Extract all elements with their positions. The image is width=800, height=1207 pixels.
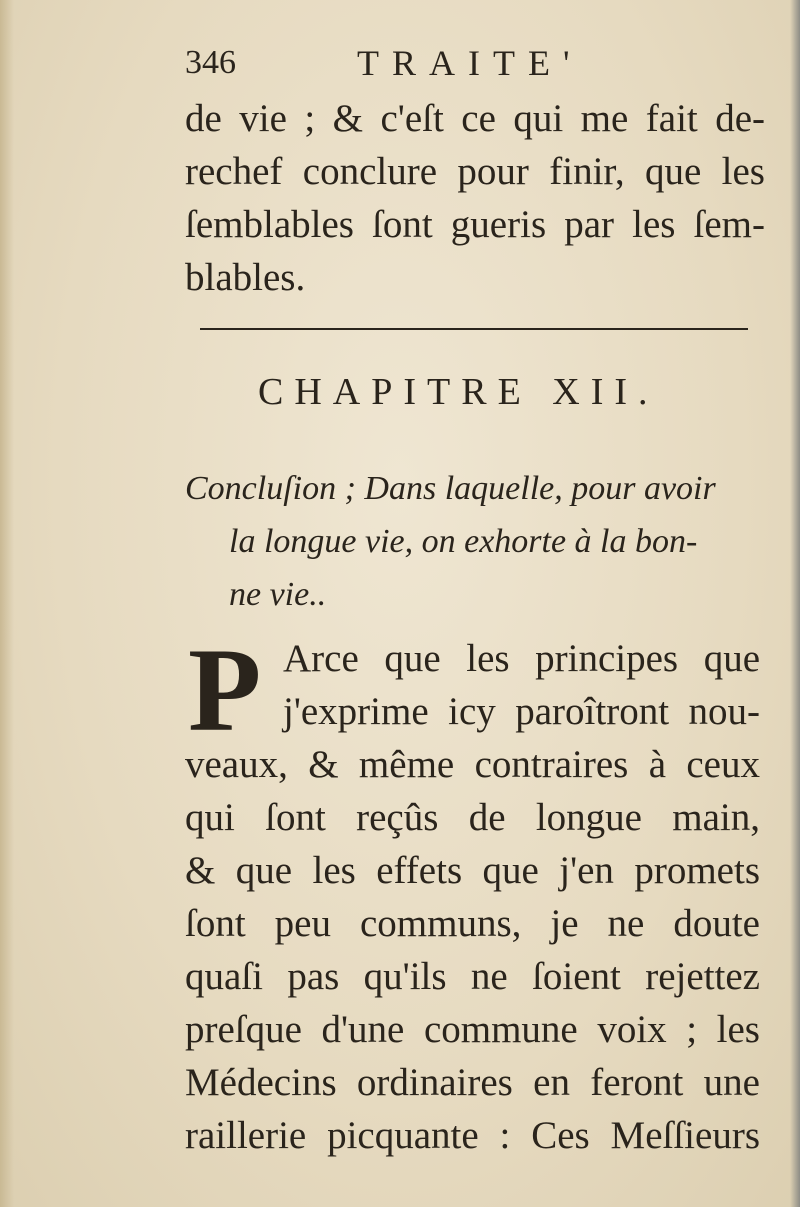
section-rule: [200, 328, 748, 330]
text-line: qui ſont reçûs de longue main,: [185, 796, 760, 839]
page-edge-left: [0, 0, 14, 1207]
text-line: preſque d'une commune voix ; les: [185, 1008, 760, 1051]
page-edge-right: [790, 0, 800, 1207]
text-line: rechef conclure pour finir, que les: [185, 150, 765, 193]
body-paragraph: [185, 623, 760, 1162]
carryover-paragraph: [185, 92, 765, 304]
page-header: [185, 38, 760, 88]
text-line: Médecins ordinaires en feront une: [185, 1061, 760, 1104]
text-line: Arce que les principes que: [283, 637, 760, 680]
text-line: & que les effets que j'en promets: [185, 849, 760, 892]
text-line: ſont peu communs, je ne doute: [185, 902, 760, 945]
text-line: ſemblables ſont gueris par les ſem-: [185, 203, 765, 246]
drop-cap: P: [188, 623, 262, 756]
running-title: TRAITE': [357, 43, 583, 83]
summary-line: Concluſion ; Dans laquelle, pour avoir: [185, 470, 716, 507]
summary-line: la longue vie, on exhorte à la bon-: [229, 523, 698, 560]
text-line: blables.: [185, 256, 306, 299]
text-line: raillerie picquante : Ces Meſſieurs: [185, 1114, 760, 1157]
chapter-heading: CHAPITRE XII.: [258, 371, 659, 413]
chapter-summary: [185, 462, 765, 621]
page-number: 346: [185, 44, 236, 81]
text-line: j'exprime icy paroîtront nou-: [283, 690, 760, 733]
summary-line: ne vie..: [229, 576, 327, 613]
text-line: quaſi pas qu'ils ne ſoient rejettez: [185, 955, 760, 998]
text-line: de vie ; & c'eſt ce qui me fait de-: [185, 97, 765, 140]
text-line: veaux, & même contraires à ceux: [185, 743, 760, 786]
